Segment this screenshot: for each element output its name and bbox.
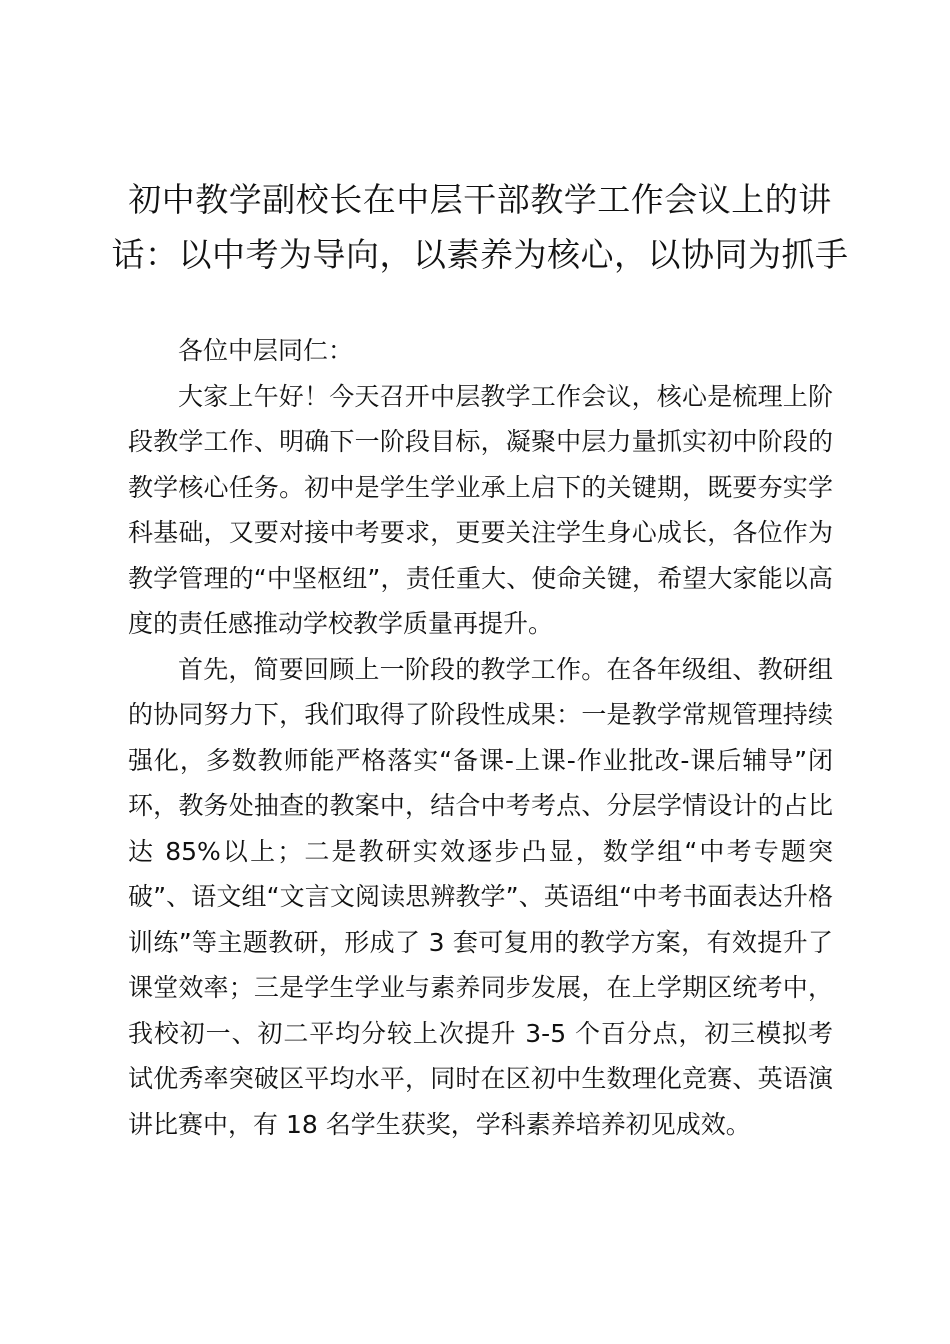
document-title: 初中教学副校长在中层干部教学工作会议上的讲话：以中考为导向，以素养为核心，以协同为抓手 (111, 180, 849, 274)
document-body (128, 328, 833, 1147)
salutation: 各位中层同仁： (178, 336, 354, 365)
paragraph-opening: 大家上午好！今天召开中层教学工作会议，核心是梳理上阶段教学工作、明确下一阶段目标，凝聚中层力量抓实初中阶段的教学核心任务。初中是学生学业承上启下的关键期，既要夯实学科基础，又要对接中考要求，更要关注学生身心成长，各位作为教学管理的“中坚枢纽”，责任重大、使命关键，希望大家能以高度的责任感推动学校教学质量再提升。 (128, 381, 833, 638)
paragraph-review: 首先，简要回顾上一阶段的教学工作。在各年级组、教研组的协同努力下，我们取得了阶段性成果：一是教学常规管理持续强化，多数教师能严格落实“备课-上课-作业批改-课后辅导”闭环，教务处抽查的教案中，结合中考考点、分层学情设计的占比达 85%以上；二是教研实效逐步凸显，数学组“中考专题突破”、语文组“文言文阅读思辨教学”、英语组“中考书面表达升格训练”等主题教研，形成了 3 套可复用的教学方案，有效提升了课堂效率；三是学生学业与素养同步发展，在上学期区统考中，我校初一、初二平均分较上次提升 3-5 个百分点，初三模拟考试优秀率突破区平均水平，同时在区初中生数理化竞赛、英语演讲比赛中，有 18 名学生获奖，学科素养培养初见成效。 (128, 654, 833, 1139)
